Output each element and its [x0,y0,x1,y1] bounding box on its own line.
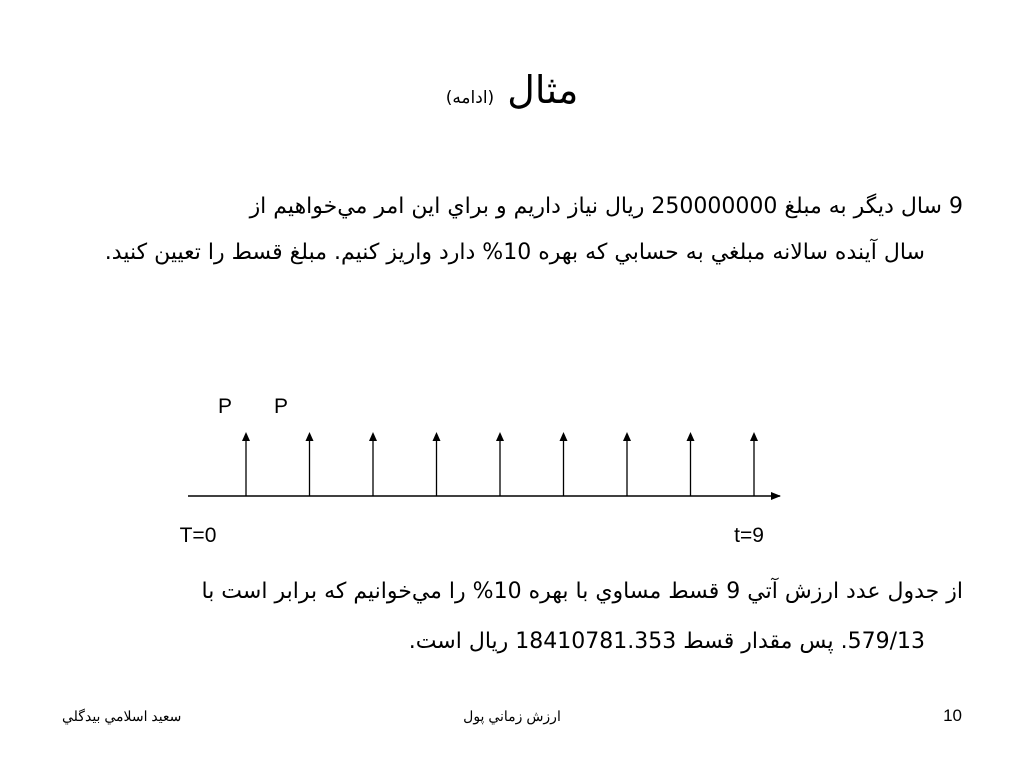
problem-continuation: سال آينده سالانه مبلغي به حسابي كه بهره 10% دارد واريز كنيم. مبلغ قسط را تعيين كنيد. [104,240,925,265]
solution-continuation: 579/13. پس مقدار قسط 18410781.353 ريال است. [408,629,925,654]
payment-arrow-head [750,432,758,441]
footer-author: سعيد اسلامي بيدگلي [62,708,182,724]
payment-label-1: P [217,395,233,418]
title-main: مثال [507,68,579,112]
payment-arrow-head [242,432,250,441]
payment-arrows [242,432,758,496]
payment-label-2: P [273,395,289,418]
payment-arrow-head [433,432,441,441]
title-subtitle: (ادامه) [445,88,495,108]
payment-arrow-head [369,432,377,441]
problem-statement [70,184,963,276]
payment-arrow-head [560,432,568,441]
cash-flow-diagram [0,380,1024,560]
problem-line-1: 9 سال ديگر به مبلغ 250000000 ريال نياز داريم و براي اين امر مي‌خواهيم از [249,194,963,219]
payment-arrow-head [687,432,695,441]
slide-title [0,68,1024,112]
payment-arrow-head [623,432,631,441]
payment-arrow-head [496,432,504,441]
footer-topic: ارزش زماني پول [463,708,561,724]
page-number: 10 [943,706,962,725]
end-time-label: t=9 [734,524,764,547]
start-time-label: T=0 [179,524,217,547]
solution-line-1: از جدول عدد ارزش آتي 9 قسط مساوي با بهره 10% را مي‌خوانيم كه برابر است با [201,579,963,604]
payment-arrow-head [306,432,314,441]
solution-statement [66,567,963,667]
